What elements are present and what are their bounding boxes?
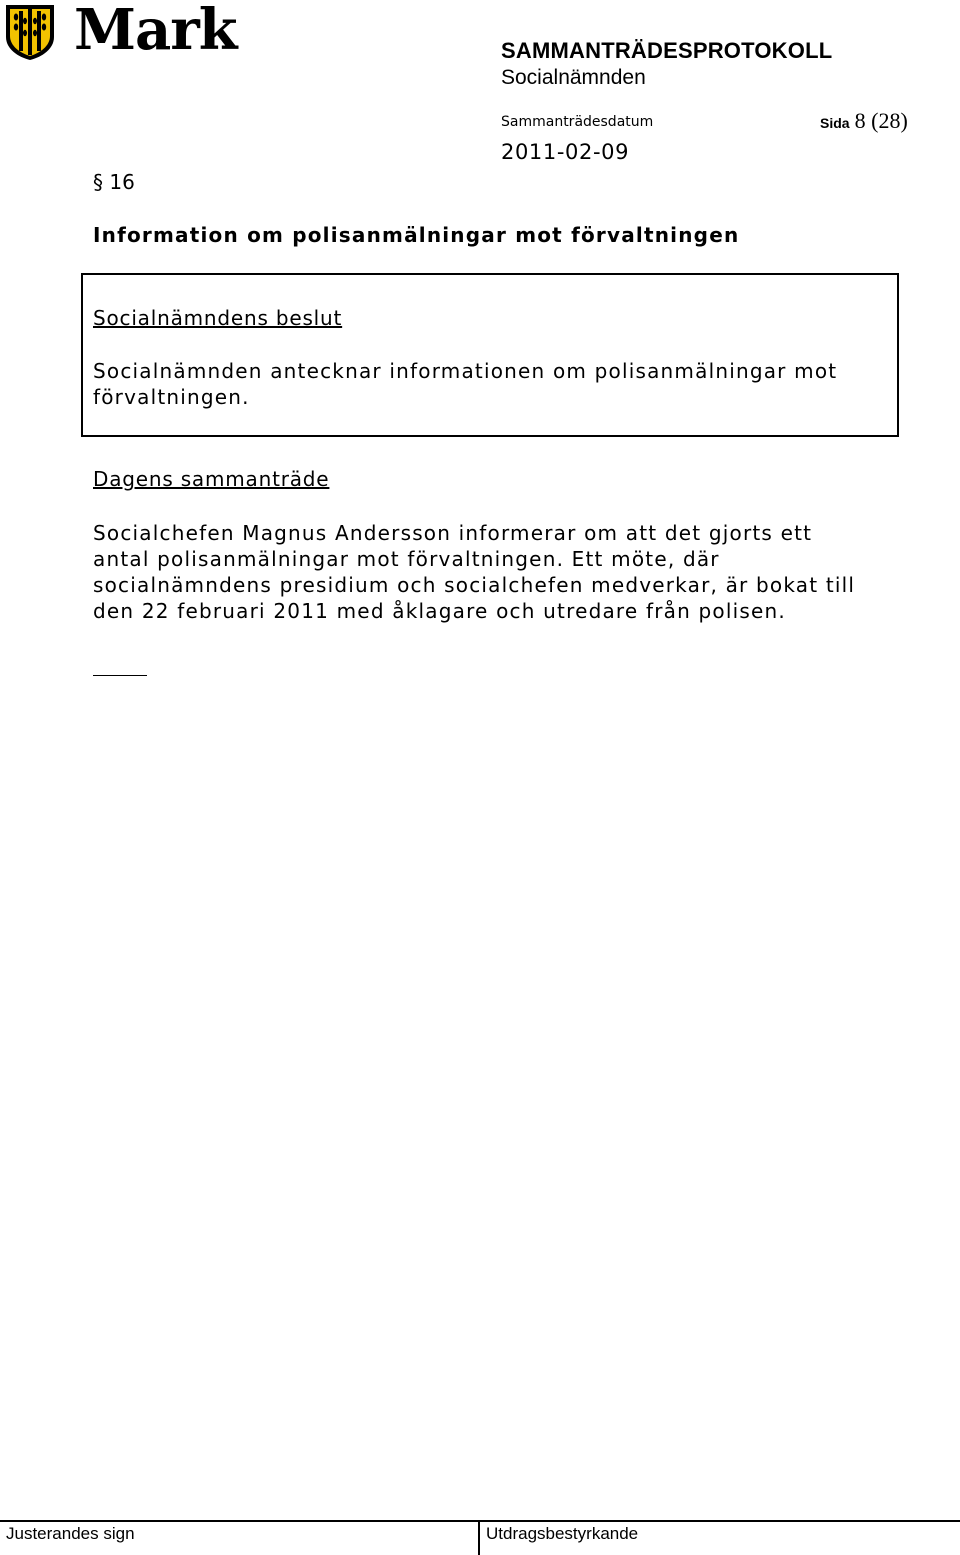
meeting-line: Socialchefen Magnus Andersson informerar om att det gjorts ett	[93, 521, 813, 545]
case-title: Information om polisanmälningar mot förvaltningen	[93, 223, 740, 247]
meeting-line: den 22 februari 2011 med åklagare och utredare från polisen.	[93, 599, 786, 623]
paragraph-number: § 16	[93, 170, 135, 194]
extract-label: Utdragsbestyrkande	[486, 1524, 639, 1543]
page-indicator	[820, 108, 908, 134]
page-number: 8 (28)	[854, 108, 908, 133]
committee-name: Socialnämnden	[501, 66, 646, 89]
logo-wordmark: Mark	[74, 0, 237, 63]
decision-heading: Socialnämndens beslut	[93, 306, 343, 330]
coat-of-arms-icon	[4, 3, 56, 61]
meeting-date: 2011-02-09	[501, 140, 630, 164]
meeting-line: antal polisanmälningar mot förvaltningen. Ett möte, där	[93, 547, 720, 571]
meeting-line: socialnämndens presidium och socialchefen medverkar, är bokat till	[93, 573, 856, 597]
page-label: Sida	[820, 115, 850, 131]
decision-box	[81, 273, 899, 437]
meeting-text	[93, 520, 855, 624]
meeting-heading: Dagens sammanträde	[93, 467, 330, 491]
footer-rule	[0, 1520, 960, 1522]
footer-divider	[478, 1520, 480, 1555]
decision-line: förvaltningen.	[93, 385, 250, 409]
document-type-title: SAMMANTRÄDESPROTOKOLL	[501, 38, 833, 63]
end-of-section-rule	[93, 675, 147, 676]
signing-label: Justerandes sign	[6, 1524, 135, 1543]
municipality-logo	[4, 0, 237, 63]
meeting-date-label: Sammanträdesdatum	[501, 114, 654, 130]
decision-text	[93, 358, 837, 410]
decision-line: Socialnämnden antecknar informationen om polisanmälningar mot	[93, 359, 838, 383]
